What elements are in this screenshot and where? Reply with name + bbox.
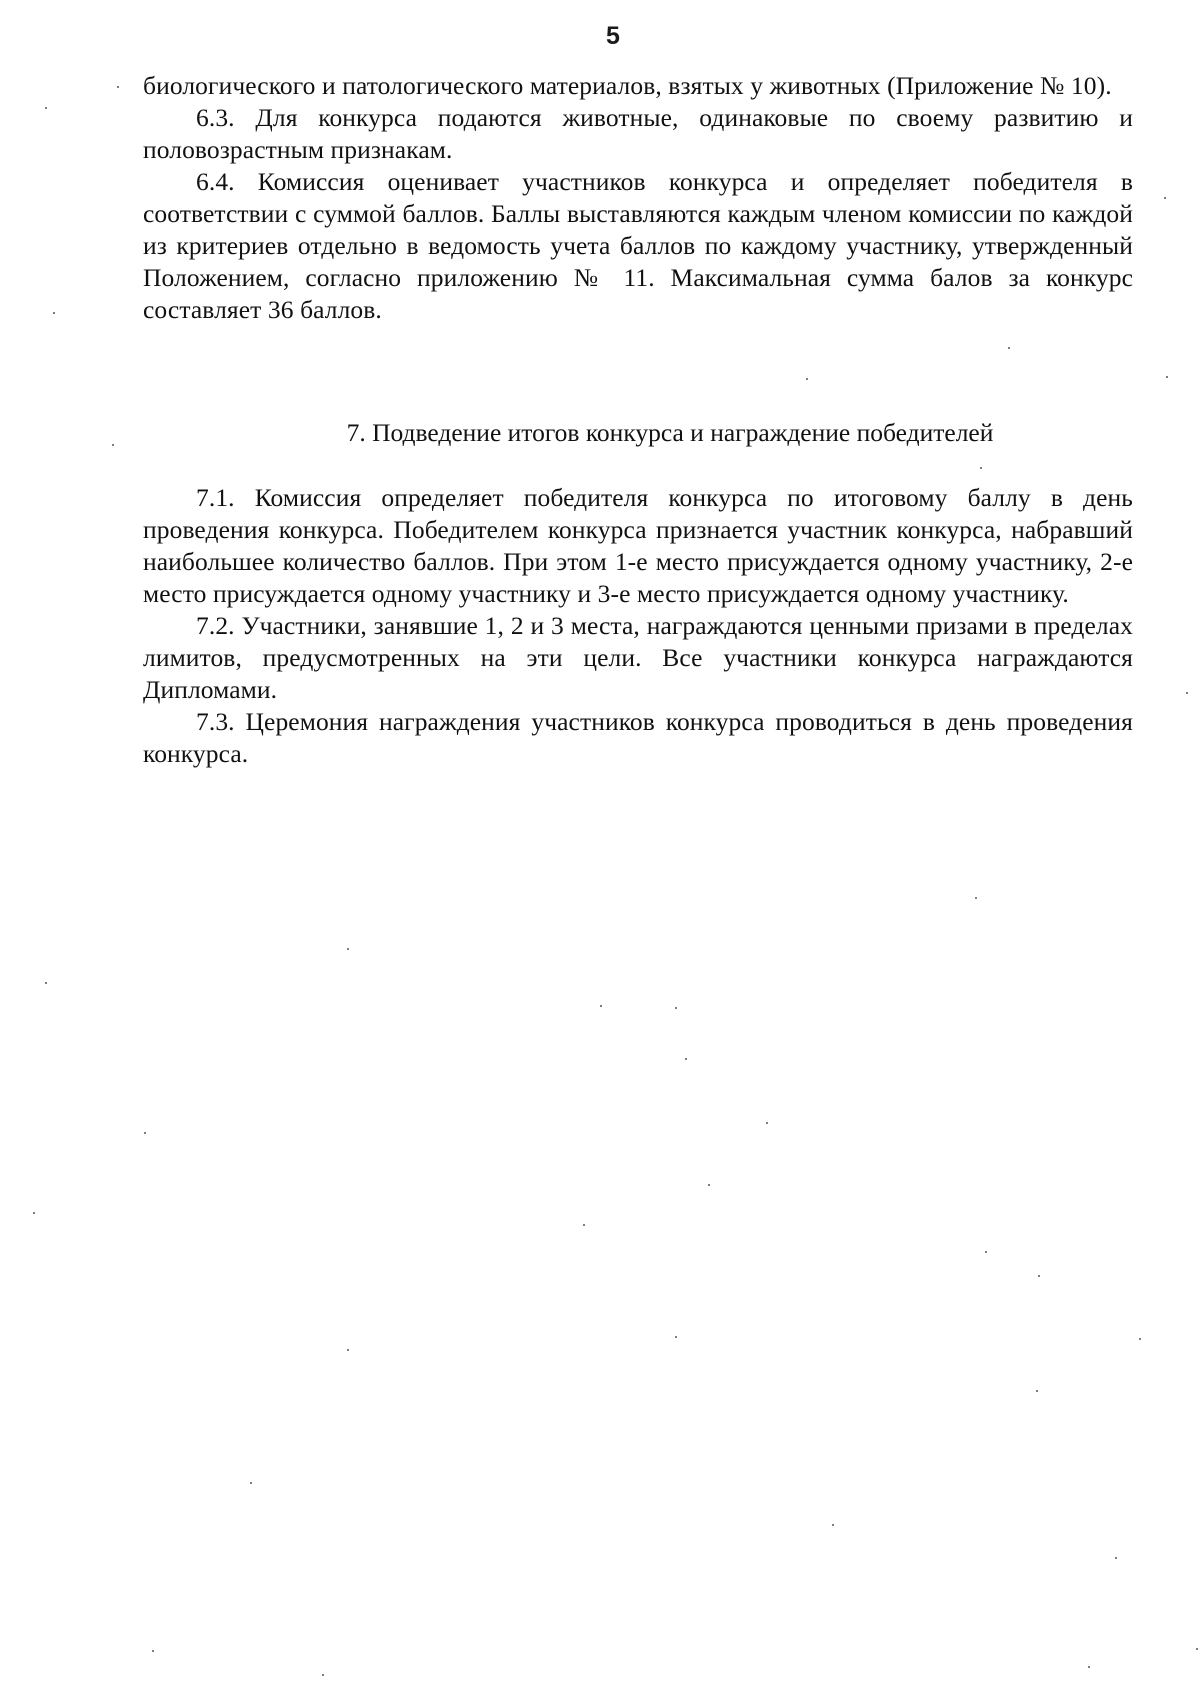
paragraph-7-3: 7.3. Церемония награждения участников конкурса проводиться в день проведения конкурса. (143, 707, 1133, 768)
paragraph-6-4: 6.4. Комиссия оценивает участников конкурса и определяет победителя в соответствии с суммой баллов. Баллы выставляются каждым членом комиссии по каждой из критериев отдельно в ведомость учета баллов по каждому участнику, утвержденный Положением, согласно приложению № 11. Максимальная сумма балов за конкурс составляет 36 баллов. (143, 167, 1133, 324)
paragraph-continuation: биологического и патологического материалов, взятых у животных (Приложение № 10). (143, 71, 1112, 100)
paragraph-7-1: 7.1. Комиссия определяет победителя конкурса по итоговому баллу в день проведения конкурса. Победителем конкурса признается участник конкурса, набравший наибольшее количество баллов. При этом 1-е место присуждается одному участнику, 2-е место присуждается одному участнику и 3-е место присуждается одному участнику. (143, 483, 1133, 608)
section-heading-7: 7. Подведение итогов конкурса и награждение победителей (346, 418, 994, 447)
paragraph-6-3: 6.3. Для конкурса подаются животные, одинаковые по своему развитию и половозрастным признакам. (143, 103, 1133, 164)
text-block-section-7 (143, 482, 1133, 770)
paragraph-7-2: 7.2. Участники, занявшие 1, 2 и 3 места, награждаются ценными призами в пределах лимитов, предусмотренных на эти цели. Все участники конкурса награждаются Дипломами. (143, 611, 1133, 704)
page-number: 5 (606, 22, 620, 50)
text-block-section-6 (143, 70, 1133, 326)
